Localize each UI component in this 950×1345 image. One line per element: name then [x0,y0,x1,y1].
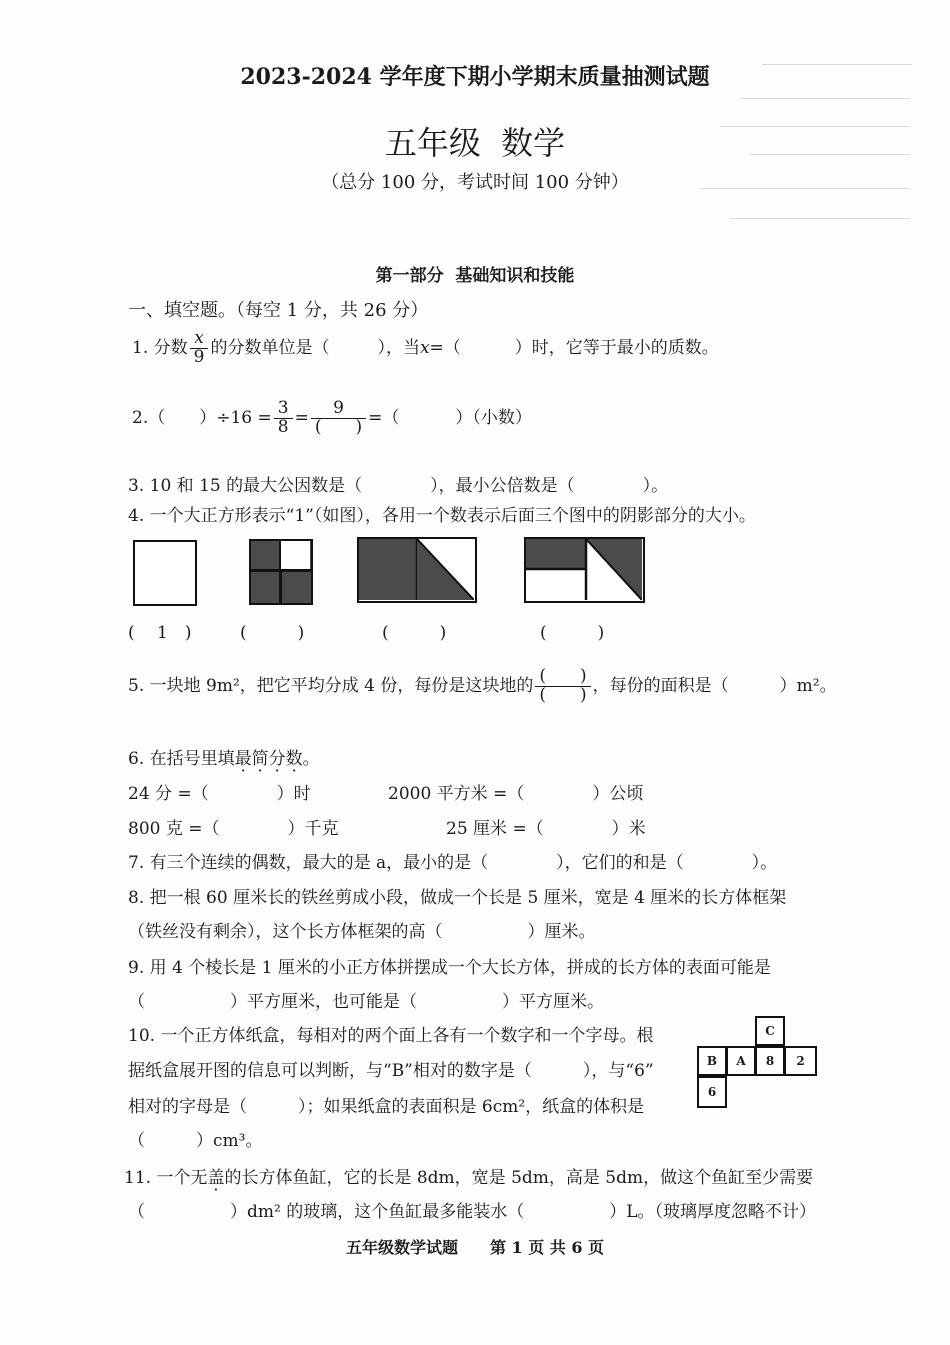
q2-numerator-2: 9 [311,400,366,419]
emphasis-char: 分 [268,749,286,769]
q1-denominator: 9 [193,346,205,367]
question-10-line-1: 10. 一个正方体纸盒，每相对的两个面上各有一个数字和一个字母。根 [128,1026,654,1046]
rect-triangle-shading [359,539,474,600]
question-4: 4. 一个大正方形表示“1”（如图），各用一个数表示后面三个图中的阴影部分的大小。 [128,506,756,526]
question-10-line-4: （ ）cm³。 [128,1131,263,1151]
figure-label-3[interactable]: ( ) [382,623,447,643]
question-8-line-1: 8. 把一根 60 厘米长的铁丝剪成小段，做成一个长是 5 厘米，宽是 4 厘米的长方体框架 [128,888,787,908]
q2-fraction-2 [311,400,366,437]
q1-numerator: x [190,330,209,349]
question-5 [128,668,837,705]
q11-text-a: 11. 一个无 [124,1168,208,1188]
q6-item-cm: 25 厘米 =（ ）米 [446,819,646,839]
q1-fraction [190,330,209,367]
question-9-line-2: （ ）平方厘米，也可能是（ ）平方厘米。 [128,992,604,1012]
q6-item-area: 2000 平方米 =（ ）公顷 [388,784,644,804]
q2-text-c: =（ [368,407,400,428]
q6-item-grams: 800 克 =（ ）千克 [128,819,339,839]
net-face-a: A [726,1046,756,1076]
quarters-figure [249,539,313,605]
question-10-line-3: 相对的字母是（ ）；如果纸盒的表面积是 6cm²，纸盒的体积是 [128,1097,645,1117]
q11-text-b: 的长方体鱼缸，它的长是 8dm，宽是 5dm，高是 5dm，做这个鱼缸至少需要 [224,1168,814,1188]
emphasis-char: 数 [285,749,303,769]
q1-text-a: 1. 分数 [132,337,188,358]
q2-denominator-1: 8 [277,416,289,437]
page-footer: 五年级数学试题 第 1 页 共 6 页 [345,1238,605,1257]
q5-fraction [535,668,590,705]
whole-square-figure [133,540,197,606]
q2-fraction-1 [274,400,293,437]
emphasis-char: 最 [234,749,252,769]
q1-text-b: 的分数单位是（ [210,337,330,358]
subject-title: 五年级 数学 [384,124,566,162]
net-face-8: 8 [755,1046,785,1076]
q5-text-a: 5. 一块地 9m²，把它平均分成 4 份，每份是这块地的 [128,675,534,696]
question-6 [128,744,320,769]
q2-text-b: ）÷16 = [199,407,272,428]
part-title: 第一部分 基础知识和技能 [375,266,575,286]
net-face-b: B [697,1046,727,1076]
emphasis-char: 盖 [207,1168,225,1188]
question-10-line-2: 据纸盒展开图的信息可以判断，与“B”相对的数字是（ ），与“6” [128,1061,654,1081]
net-face-6: 6 [697,1076,727,1108]
question-7: 7. 有三个连续的偶数，最大的是 a，最小的是（ ），它们的和是（ ）。 [128,853,778,873]
bleed-through-mark [740,98,910,99]
q2-denominator-2[interactable]: ( ) [314,416,363,437]
half-rect-triangle-figure [524,537,645,603]
figure-label-4[interactable]: ( ) [540,623,605,643]
section-title: 一、填空题。（每空 1 分，共 26 分） [128,300,429,321]
q2-numerator-1: 3 [274,400,293,419]
net-face-2: 2 [784,1046,817,1076]
question-3: 3. 10 和 15 的最大公因数是（ ），最小公倍数是（ ）。 [128,476,669,496]
q1-text-e: ）时，它等于最小的质数。 [514,337,719,358]
net-face-c: C [755,1016,785,1046]
unshaded-quarter [281,541,310,569]
question-11-line-2: （ ）dm² 的玻璃，这个鱼缸最多能装水（ ）L。（玻璃厚度忽略不计） [128,1202,817,1222]
question-11-line-1 [124,1163,813,1188]
rect-triangle-figure [357,537,477,603]
q5-denominator[interactable]: ( ) [539,684,587,705]
q2-equals: = [294,407,309,428]
figure-divider [251,569,311,572]
question-1 [132,330,719,367]
q6-item-minutes: 24 分 =（ ）时 [128,784,311,804]
q5-text-b: ，每份的面积是（ ）m²。 [592,675,837,696]
q2-text-d: ）（小数） [455,407,532,428]
half-rect-triangle-shading [526,539,642,600]
q1-variable: x [419,337,430,358]
score-info: （总分 100 分，考试时间 100 分钟） [321,172,629,193]
q5-numerator[interactable]: ( ) [535,668,590,687]
exam-title: 2023-2024 学年度下期小学期末质量抽测试题 [240,64,710,90]
q2-text-a: 2.（ [132,407,166,428]
figure-label-2[interactable]: ( ) [240,623,305,643]
q6-text-b: 。 [302,749,320,769]
q1-text-c: ），当 [377,337,420,358]
figure-label-1: ( 1 ) [128,623,192,643]
question-2 [132,400,532,437]
q6-text-a: 6. 在括号里填 [128,749,235,769]
emphasis-char: 简 [251,749,269,769]
q1-text-d: =（ [429,337,461,358]
question-9-line-1: 9. 用 4 个棱长是 1 厘米的小正方体拼摆成一个大长方体，拼成的长方体的表面可能是 [128,958,771,978]
bleed-through-mark [730,218,910,219]
question-8-line-2: （铁丝没有剩余），这个长方体框架的高（ ）厘米。 [128,922,596,942]
